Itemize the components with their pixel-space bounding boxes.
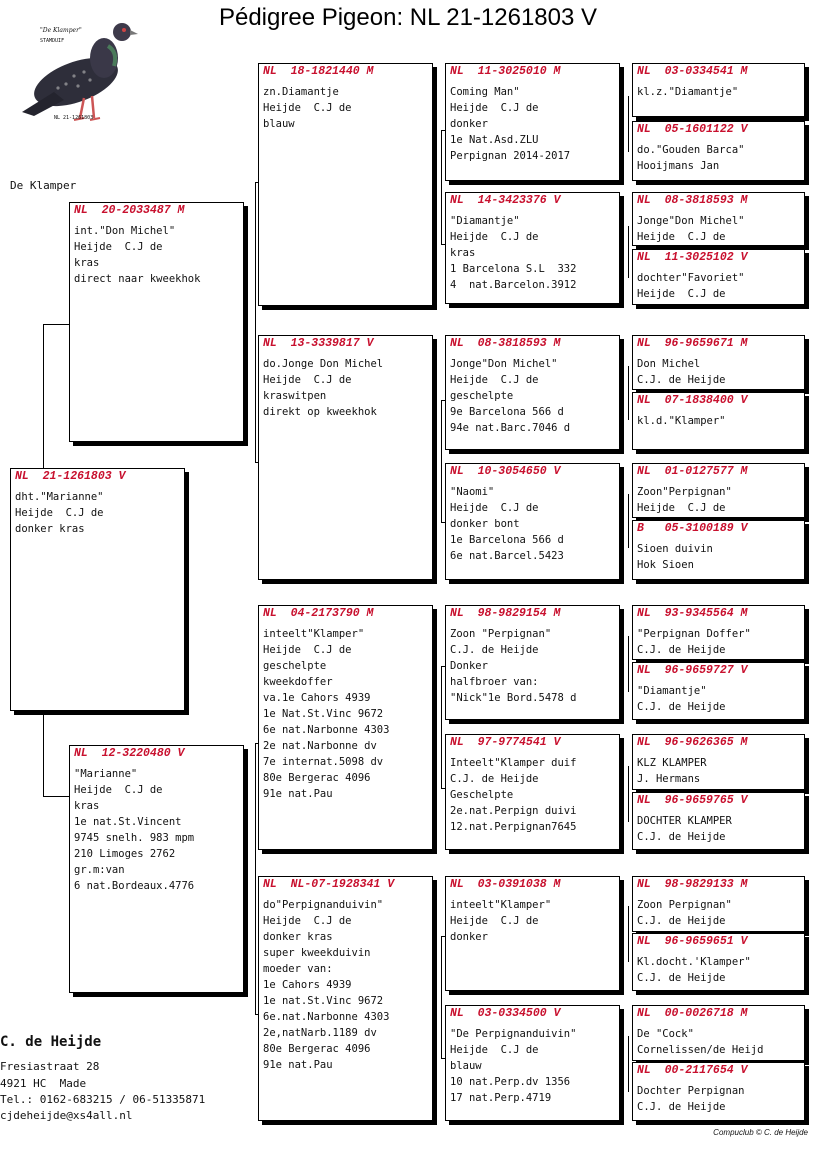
pedigree-card-mmm: NL 03-0334500 V "De Perpignanduivin" Heijde C.J de blauw 10 nat.Perp.dv 1356 17 nat.Perp.4719 — [445, 1005, 620, 1121]
ring-number: NL 98-9829154 M — [450, 607, 561, 620]
pigeon-name: De Klamper — [10, 179, 77, 192]
ring-number: NL 05-1601122 V — [637, 123, 748, 136]
pedigree-card-mm: NL NL-07-1928341 V do"Perpignanduivin" Heijde C.J de donker kras super kweekduivin moeder van: 1e Cahors 4939 1e nat.St.Vinc 9672 6e.nat.Narbonne 4303 2e,natNarb.1189 dv 80e Bergerac 4096 91e nat.Pau — [258, 876, 433, 1121]
ring-number: NL 18-1821440 M — [263, 65, 374, 78]
ring-number: NL 08-3818593 M — [450, 337, 561, 350]
pedigree-card-g5-13: NL 98-9829133 M Zoon Perpignan" C.J. de Heijde — [632, 876, 805, 932]
pedigree-card-g5-7: NL 01-0127577 M Zoon"Perpignan" Heijde C.J de — [632, 463, 805, 518]
ring-number: NL 20-2033487 M — [74, 204, 185, 217]
ring-number: NL 21-1261803 V — [15, 470, 126, 483]
pedigree-card-g5-11: NL 96-9626365 M KLZ KLAMPER J. Hermans — [632, 734, 805, 790]
pedigree-card-subject: NL 21-1261803 V dht."Marianne" Heijde C.J de donker kras — [10, 468, 185, 711]
pedigree-card-fm: NL 13-3339817 V do.Jonge Don Michel Heijde C.J de kraswitpen direkt op kweekhok — [258, 335, 433, 580]
ring-number: NL 08-3818593 M — [637, 194, 748, 207]
owner-street: Fresiastraat 28 — [0, 1060, 100, 1073]
pedigree-card-fff: NL 11-3025010 M Coming Man" Heijde C.J de donker 1e Nat.Asd.ZLU Perpignan 2014-2017 — [445, 63, 620, 181]
ring-number: B 05-3100189 V — [637, 522, 748, 535]
owner-name: C. de Heijde — [0, 1034, 102, 1050]
ring-number: NL 11-3025010 M — [450, 65, 561, 78]
pedigree-card-mff: NL 98-9829154 M Zoon "Perpignan" C.J. de Heijde Donker halfbroer van: "Nick"1e Bord.5478 d — [445, 605, 620, 720]
pedigree-card-g5-10: NL 96-9659727 V "Diamantje" C.J. de Heijde — [632, 662, 805, 720]
ring-number: NL 14-3423376 V — [450, 194, 561, 207]
ring-number: NL 11-3025102 V — [637, 251, 748, 264]
ring-number: NL 01-0127577 M — [637, 465, 748, 478]
pedigree-card-mmf: NL 03-0391038 M inteelt"Klamper" Heijde C.J de donker — [445, 876, 620, 991]
ring-number: NL 96-9626365 M — [637, 736, 748, 749]
pedigree-card-g5-5: NL 96-9659671 M Don Michel C.J. de Heijde — [632, 335, 805, 390]
ring-number: NL 00-2117654 V — [637, 1064, 748, 1077]
pedigree-card-g5-2: NL 05-1601122 V do."Gouden Barca" Hooijmans Jan — [632, 121, 805, 181]
logo-text-mid: STAMDUIF — [40, 38, 65, 44]
ring-number: NL 04-2173790 M — [263, 607, 374, 620]
pedigree-card-mfm: NL 97-9774541 V Inteelt"Klamper duif C.J. de Heijde Geschelpte 2e.nat.Perpign duivi 12.nat.Perpignan7645 — [445, 734, 620, 850]
credit-text: Compuclub © C. de Heijde — [713, 1128, 808, 1137]
ring-number: NL 12-3220480 V — [74, 747, 185, 760]
pedigree-card-g5-15: NL 00-0026718 M De "Cock" Cornelissen/de Heijd — [632, 1005, 805, 1061]
owner-city: 4921 HC Made — [0, 1077, 87, 1090]
ring-number: NL 96-9659671 M — [637, 337, 748, 350]
ring-number: NL 96-9659651 V — [637, 935, 748, 948]
ring-number: NL 03-0334541 M — [637, 65, 748, 78]
pedigree-card-g5-3: NL 08-3818593 M Jonge"Don Michel" Heijde C.J de — [632, 192, 805, 246]
page-title: Pédigree Pigeon: NL 21-1261803 V — [218, 4, 598, 31]
ring-number: NL 03-0391038 M — [450, 878, 561, 891]
pedigree-card-g5-8: B 05-3100189 V Sioen duivin Hok Sioen — [632, 520, 805, 580]
ring-number: NL 93-9345564 M — [637, 607, 748, 620]
pedigree-card-g5-1: NL 03-0334541 M kl.z."Diamantje" — [632, 63, 805, 117]
logo-text-bottom: NL 21-1261803 — [54, 115, 94, 121]
ring-number: NL 13-3339817 V — [263, 337, 374, 350]
pedigree-card-mf: NL 04-2173790 M inteelt"Klamper" Heijde C.J de geschelpte kweekdoffer va.1e Cahors 4939 1e Nat.St.Vinc 9672 6e nat.Narbonne 4303 2e nat.Narbonne dv 7e internat.5098 dv 80e Bergerac 4096 91e nat.Pau — [258, 605, 433, 850]
pedigree-card-ff: NL 18-1821440 M zn.Diamantje Heijde C.J de blauw — [258, 63, 433, 306]
pedigree-card-ffm: NL 14-3423376 V "Diamantje" Heijde C.J de kras 1 Barcelona S.L 332 4 nat.Barcelon.3912 — [445, 192, 620, 304]
ring-number: NL 98-9829133 M — [637, 878, 748, 891]
pedigree-card-g5-6: NL 07-1838400 V kl.d."Klamper" — [632, 392, 805, 450]
ring-number: NL 03-0334500 V — [450, 1007, 561, 1020]
ring-number: NL 10-3054650 V — [450, 465, 561, 478]
logo-text-top: "De Klamper" — [40, 27, 82, 34]
ring-number: NL 97-9774541 V — [450, 736, 561, 749]
owner-phone: Tel.: 0162-683215 / 06-51335871 — [0, 1093, 206, 1106]
pedigree-card-father: NL 20-2033487 M int."Don Michel" Heijde C.J de kras direct naar kweekhok — [69, 202, 244, 442]
owner-email: cjdeheijde@xs4all.nl — [0, 1109, 133, 1122]
ring-number: NL NL-07-1928341 V — [263, 878, 395, 891]
ring-number: NL 00-0026718 M — [637, 1007, 748, 1020]
pedigree-card-mother: NL 12-3220480 V "Marianne" Heijde C.J de kras 1e nat.St.Vincent 9745 snelh. 983 mpm 210 Limoges 2762 gr.m:van 6 nat.Bordeaux.4776 — [69, 745, 244, 993]
pedigree-card-g5-14: NL 96-9659651 V Kl.docht.'Klamper" C.J. de Heijde — [632, 933, 805, 991]
ring-number: NL 96-9659727 V — [637, 664, 748, 677]
ring-number: NL 96-9659765 V — [637, 794, 748, 807]
pedigree-card-g5-4: NL 11-3025102 V dochter"Favoriet" Heijde C.J de — [632, 249, 805, 305]
pedigree-card-fmm: NL 10-3054650 V "Naomi" Heijde C.J de donker bont 1e Barcelona 566 d 6e nat.Barcel.5423 — [445, 463, 620, 580]
pedigree-card-g5-16: NL 00-2117654 V Dochter Perpignan C.J. de Heijde — [632, 1062, 805, 1121]
pedigree-card-fmf: NL 08-3818593 M Jonge"Don Michel" Heijde C.J de geschelpte 9e Barcelona 566 d 94e nat.Barc.7046 d — [445, 335, 620, 450]
pedigree-card-g5-12: NL 96-9659765 V DOCHTER KLAMPER C.J. de Heijde — [632, 792, 805, 850]
ring-number: NL 07-1838400 V — [637, 394, 748, 407]
pedigree-card-g5-9: NL 93-9345564 M "Perpignan Doffer" C.J. de Heijde — [632, 605, 805, 660]
